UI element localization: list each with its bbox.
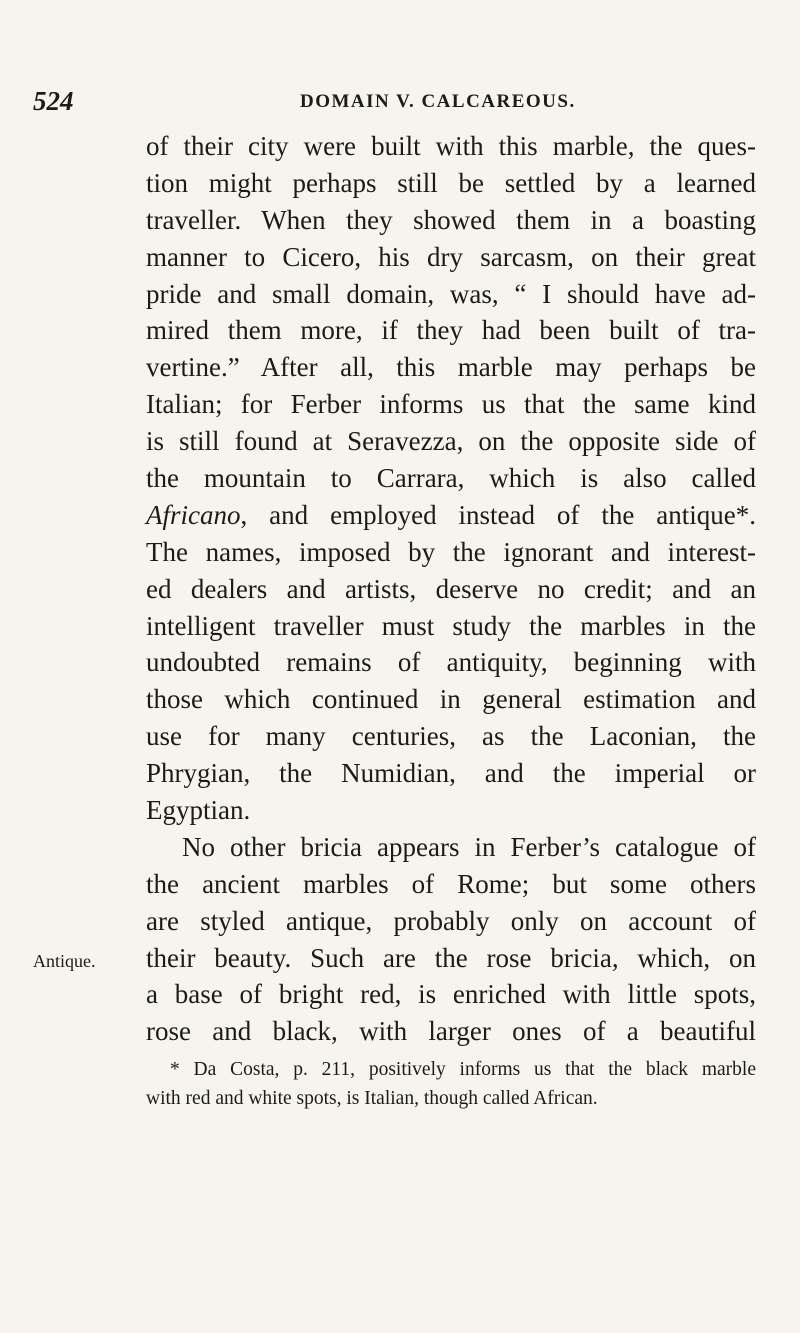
text-line: traveller. When they showed them in a boasting bbox=[146, 204, 756, 235]
italic-word: Africano bbox=[146, 499, 241, 530]
text-line: intelligent traveller must study the marbles in the bbox=[146, 610, 756, 641]
footnote-line: * Da Costa, p. 211, positively informs us that the black marble bbox=[170, 1059, 756, 1080]
text-line: manner to Cicero, his dry sarcasm, on their great bbox=[146, 241, 756, 272]
text-line: are styled antique, probably only on account of bbox=[146, 905, 756, 936]
text-line: Phrygian, the Numidian, and the imperial or bbox=[146, 758, 756, 789]
text-line: their beauty. Such are the rose bricia, which, on bbox=[146, 942, 756, 973]
text-line: the mountain to Carrara, which is also called bbox=[146, 463, 756, 494]
text-line: of their city were built with this marble, the ques- bbox=[146, 131, 756, 161]
text-line: undoubted remains of antiquity, beginning with bbox=[146, 647, 756, 678]
paragraph-start-line: No other bricia appears in Ferber’s catalogue of bbox=[182, 831, 756, 862]
text-line-africano bbox=[146, 497, 756, 534]
text-line: the ancient marbles of Rome; but some others bbox=[146, 868, 756, 899]
text-line: is still found at Seravezza, on the opposite side of bbox=[146, 426, 756, 457]
text-line: Egyptian. bbox=[146, 795, 251, 826]
footnote-line: with red and white spots, is Italian, though called African. bbox=[146, 1088, 598, 1109]
text-line: The names, imposed by the ignorant and interest- bbox=[146, 536, 756, 567]
text-line: Italian; for Ferber informs us that the same kind bbox=[146, 389, 756, 420]
text-line: a base of bright red, is enriched with little spots, bbox=[146, 979, 756, 1010]
body-text bbox=[146, 128, 756, 1050]
text-line: those which continued in general estimation and bbox=[146, 684, 756, 715]
text-line: vertine.” After all, this marble may perhaps be bbox=[146, 352, 756, 383]
text-line: pride and small domain, was, “ I should have ad- bbox=[146, 278, 756, 309]
line-rest: , and employed instead of the antique*. bbox=[240, 499, 756, 530]
running-head: DOMAIN V. CALCAREOUS. bbox=[300, 91, 576, 112]
text-line: mired them more, if they had been built of tra- bbox=[146, 315, 756, 346]
text-line: rose and black, with larger ones of a beautiful bbox=[146, 1016, 756, 1047]
margin-note: Antique. bbox=[33, 951, 96, 971]
text-line: ed dealers and artists, deserve no credit; and an bbox=[146, 573, 756, 604]
text-line: tion might perhaps still be settled by a learned bbox=[146, 167, 756, 198]
footnote bbox=[146, 1055, 756, 1113]
text-line: use for many centuries, as the Laconian, the bbox=[146, 721, 756, 752]
page-number: 524 bbox=[33, 86, 74, 116]
